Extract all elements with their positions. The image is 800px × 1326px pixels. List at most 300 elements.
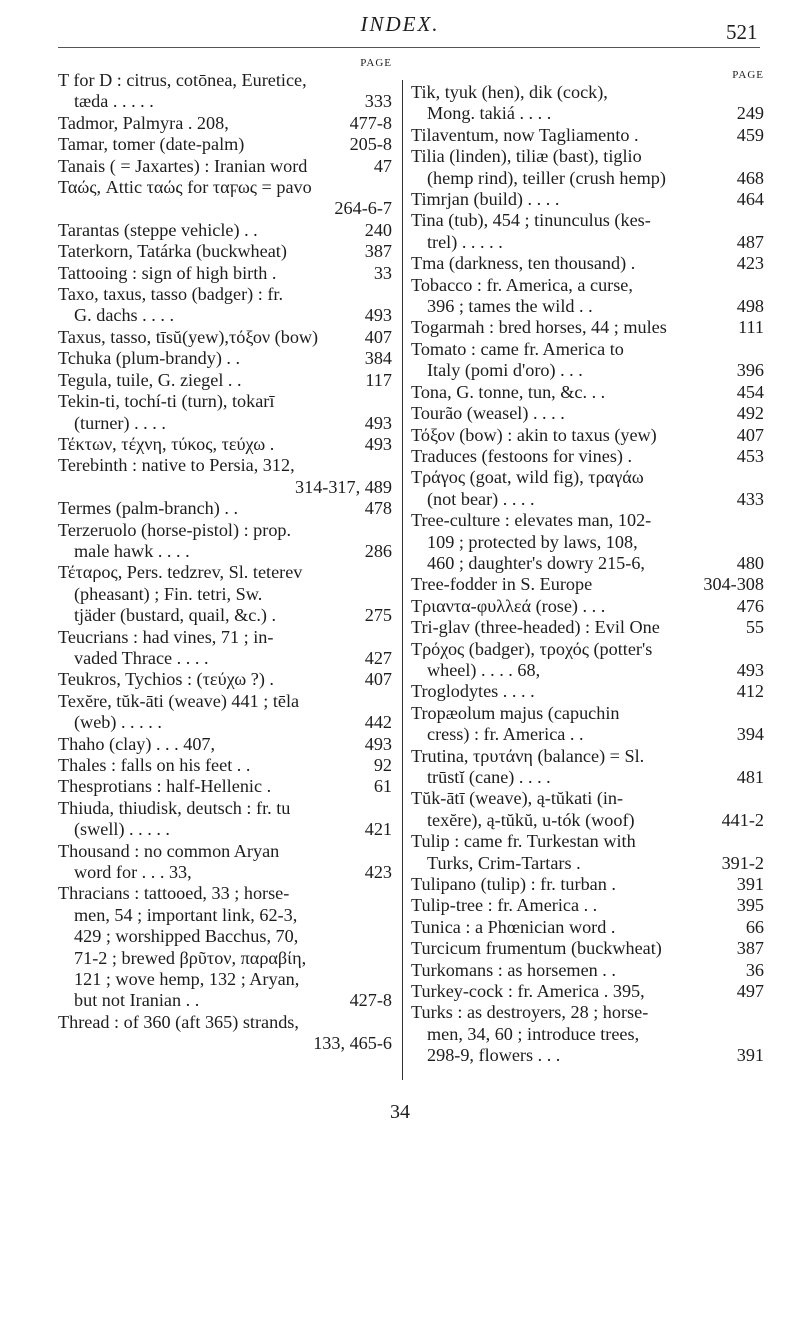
index-entry	[411, 339, 764, 382]
entry-line	[58, 627, 392, 648]
entry-text: Taterkorn, Tatárka (buckwheat)	[58, 241, 287, 262]
page-ref: 133, 465-6	[313, 1033, 392, 1054]
entry-text: Tattooing : sign of high birth .	[58, 262, 277, 283]
index-entry	[411, 146, 764, 189]
page-ref: 453	[736, 445, 764, 466]
entry-text: Turks : as destroyers, 28 ; horse-	[411, 1002, 649, 1023]
entry-line	[411, 981, 764, 1002]
entry-text: Ταώς, Attic ταώς for ταϝως = pavo	[58, 177, 312, 198]
page-ref: 423	[364, 862, 392, 883]
index-entry	[411, 317, 764, 338]
page-ref: 33	[373, 262, 392, 283]
entry-line	[411, 1045, 764, 1066]
page-ref: 66	[745, 916, 764, 937]
page-ref: 493	[364, 433, 392, 454]
index-entry	[411, 703, 764, 746]
index-entry	[58, 263, 392, 284]
entry-text: Tanais ( = Jaxartes) : Iranian word	[58, 155, 308, 176]
entry-line	[58, 1012, 392, 1033]
page-ref: 492	[736, 403, 764, 424]
entry-text: 71-2 ; brewed βρῦτον, παραβίη,	[74, 947, 307, 968]
entry-line	[411, 703, 764, 724]
entry-line	[411, 1024, 764, 1045]
running-head: INDEX.	[360, 12, 440, 36]
entry-line	[411, 617, 764, 638]
entry-text: Τέταρος, Pers. tedzrev, Sl. teterev	[58, 562, 303, 583]
page-ref: 427-8	[349, 990, 392, 1011]
entry-text: trel) . . . . .	[427, 231, 503, 252]
entry-text: 298-9, flowers . . .	[427, 1045, 561, 1066]
entry-line	[58, 862, 392, 883]
entry-text: Tomato : came fr. America to	[411, 338, 624, 359]
entry-line	[411, 767, 764, 788]
entry-line	[411, 532, 764, 553]
entry-line	[58, 1033, 392, 1054]
page-ref: 497	[736, 981, 764, 1002]
entry-text: Tik, tyuk (hen), dik (cock),	[411, 82, 608, 102]
entry-line	[58, 883, 392, 904]
page-ref: 442	[364, 712, 392, 733]
index-entry	[411, 189, 764, 210]
page-ref: 493	[364, 412, 392, 433]
index-entry	[58, 434, 392, 455]
entry-text: (not bear) . . . .	[427, 488, 535, 509]
index-entry	[58, 370, 392, 391]
entry-line	[58, 177, 392, 198]
index-entry	[58, 776, 392, 797]
right-column	[411, 68, 764, 1067]
entry-line	[411, 382, 764, 403]
entry-line	[411, 681, 764, 702]
index-entry	[58, 113, 392, 134]
entry-line	[58, 391, 392, 412]
index-entry	[411, 639, 764, 682]
index-entry	[411, 403, 764, 424]
entry-text: (swell) . . . . .	[74, 819, 170, 840]
index-entry	[58, 241, 392, 262]
page-ref: 396	[736, 360, 764, 381]
entry-text: texĕre), ą-tŭkŭ, u-tók (woof)	[427, 809, 635, 830]
entry-line	[58, 284, 392, 305]
entry-text: Τριαντα-φυλλεά (rose) . . .	[411, 595, 606, 616]
entry-text: Tilaventum, now Tagliamento .	[411, 124, 639, 145]
page-ref: 478	[364, 498, 392, 519]
page-ref: 111	[738, 317, 764, 338]
entry-text: Tobacco : fr. America, a curse,	[411, 274, 633, 295]
page-ref: 487	[736, 231, 764, 252]
entry-line	[58, 520, 392, 541]
entry-line	[58, 477, 392, 498]
entry-line	[58, 648, 392, 669]
entry-line	[58, 969, 392, 990]
entry-text: Tarantas (steppe vehicle) . .	[58, 219, 258, 240]
entry-text: Teukros, Tychios : (τεύχω ?) .	[58, 669, 274, 690]
entry-line	[58, 798, 392, 819]
entry-line	[411, 146, 764, 167]
entry-line	[411, 82, 764, 103]
index-entry	[411, 125, 764, 146]
index-entry	[58, 734, 392, 755]
page-ref: 36	[745, 959, 764, 980]
entry-line	[411, 275, 764, 296]
entry-line	[58, 712, 392, 733]
page-ref: 412	[736, 681, 764, 702]
entry-text: male hawk . . . .	[74, 540, 190, 561]
index-entry	[411, 467, 764, 510]
index-entry	[58, 327, 392, 348]
entry-text: Thiuda, thiudisk, deutsch : fr. tu	[58, 797, 291, 818]
entry-line	[58, 327, 392, 348]
index-entry	[411, 874, 764, 895]
entry-text: Taxus, tasso, tīsŭ(yew),τόξον (bow)	[58, 326, 319, 347]
entry-line	[58, 948, 392, 969]
entry-line	[411, 553, 764, 574]
entry-text: Thales : falls on his feet . .	[58, 755, 251, 775]
entry-text: Tadmor, Palmyra . 208,	[58, 112, 229, 133]
entry-line	[58, 562, 392, 583]
entry-line	[58, 434, 392, 455]
entry-line	[411, 296, 764, 317]
entry-text: Τρόχος (badger), τροχός (potter's	[411, 638, 653, 659]
index-entry	[411, 82, 764, 125]
entry-line	[411, 596, 764, 617]
index-entry	[58, 669, 392, 690]
page-ref: 249	[736, 103, 764, 124]
entry-line	[58, 413, 392, 434]
entry-line	[58, 776, 392, 797]
entry-line	[411, 210, 764, 231]
page-ref: 454	[736, 381, 764, 402]
entry-line	[58, 134, 392, 155]
index-entry	[411, 210, 764, 253]
page-ref: 427	[364, 647, 392, 668]
index-entry	[411, 446, 764, 467]
signature-number: 34	[390, 1101, 410, 1123]
entry-line	[411, 639, 764, 660]
entry-text: word for . . . 33,	[74, 862, 192, 883]
page-ref: 459	[736, 124, 764, 145]
index-entry	[58, 455, 392, 498]
index-entry	[58, 798, 392, 841]
page-ref: 391	[736, 874, 764, 895]
index-entry	[411, 831, 764, 874]
entry-line	[411, 425, 764, 446]
index-entry	[58, 391, 392, 434]
entry-line	[411, 724, 764, 745]
index-entry	[411, 425, 764, 446]
entry-text: men, 54 ; important link, 62-3,	[74, 904, 298, 925]
page-ref: 240	[364, 219, 392, 240]
entry-text: Tma (darkness, ten thousand) .	[411, 253, 636, 274]
entry-line	[411, 917, 764, 938]
entry-line	[411, 895, 764, 916]
entry-line	[58, 305, 392, 326]
page-ref: 61	[373, 776, 392, 797]
page-ref: 264-6-7	[334, 198, 392, 219]
entry-line	[58, 584, 392, 605]
entry-text: (pheasant) ; Fin. tetri, Sw.	[74, 583, 263, 604]
entry-text: Tunica : a Phœnician word .	[411, 916, 616, 937]
entry-text: 109 ; protected by laws, 108,	[427, 531, 638, 552]
entry-line	[411, 253, 764, 274]
entry-text: Tamar, tomer (date-palm)	[58, 134, 245, 155]
entry-text: Teucrians : had vines, 71 ; in-	[58, 626, 274, 647]
entry-text: Troglodytes . . . .	[411, 681, 535, 702]
page-ref: 464	[736, 189, 764, 210]
entry-line	[411, 232, 764, 253]
entry-text: 121 ; wove hemp, 132 ; Aryan,	[74, 969, 300, 990]
entry-line	[411, 853, 764, 874]
entry-line	[411, 746, 764, 767]
entry-line	[411, 125, 764, 146]
entry-line	[58, 91, 392, 112]
entry-text: Tri-glav (three-headed) : Evil One	[411, 617, 660, 638]
page-ref: 468	[736, 167, 764, 188]
index-entry	[411, 788, 764, 831]
page-ref: 391-2	[721, 852, 764, 873]
index-entry	[58, 627, 392, 670]
page-ref: 395	[736, 895, 764, 916]
index-entry	[411, 253, 764, 274]
entry-line	[58, 156, 392, 177]
entry-text: Tulip-tree : fr. America . .	[411, 895, 598, 916]
entry-text: Terzeruolo (horse-pistol) : prop.	[58, 519, 292, 540]
page-ref: 286	[364, 540, 392, 561]
entry-line	[58, 263, 392, 284]
entry-line	[58, 113, 392, 134]
index-entry	[58, 498, 392, 519]
entry-text: T for D : citrus, cotōnea, Euretice,	[58, 70, 307, 90]
page-ref: 391	[736, 1045, 764, 1066]
page-ref: 394	[736, 724, 764, 745]
page-ref: 421	[364, 819, 392, 840]
entry-line	[411, 960, 764, 981]
entry-text: Tulipano (tulip) : fr. turban .	[411, 874, 616, 895]
entry-line	[58, 755, 392, 776]
page-ref: 275	[364, 605, 392, 626]
column-divider	[402, 80, 403, 1080]
page-ref: 117	[365, 369, 392, 390]
entry-text: Togarmah : bred horses, 44 ; mules	[411, 317, 667, 338]
page-ref: 441-2	[721, 809, 764, 830]
index-entry	[58, 562, 392, 626]
index-entry	[411, 681, 764, 702]
entry-text: trūstĭ (cane) . . . .	[427, 767, 551, 787]
index-entry	[411, 917, 764, 938]
entry-text: Tulip : came fr. Turkestan with	[411, 831, 636, 852]
entry-text: Tropæolum majus (capuchin	[411, 702, 620, 723]
entry-text: tjäder (bustard, quail, &c.) .	[74, 605, 277, 626]
entry-line	[58, 669, 392, 690]
page-ref: 304-308	[703, 574, 764, 595]
right-page-label: PAGE	[732, 69, 764, 81]
page-ref: 407	[364, 669, 392, 690]
header-rule	[58, 47, 760, 48]
entry-text: cress) : fr. America . .	[427, 724, 584, 745]
page-ref: 205-8	[349, 134, 392, 155]
index-entry	[411, 895, 764, 916]
index-entry	[58, 520, 392, 563]
index-entry	[58, 883, 392, 1011]
page-number: 521	[726, 20, 758, 44]
entry-text: Turks, Crim-Tartars .	[427, 852, 581, 873]
index-entry	[58, 220, 392, 241]
index-entry	[58, 156, 392, 177]
index-entry	[411, 574, 764, 595]
entry-text: tæda . . . . .	[74, 91, 154, 112]
entry-text: Thaho (clay) . . . 407,	[58, 733, 216, 754]
index-entry	[58, 755, 392, 776]
entry-line	[58, 734, 392, 755]
entry-text: Texĕre, tŭk-āti (weave) 441 ; tēla	[58, 690, 300, 711]
entry-line	[58, 990, 392, 1011]
entry-text: 396 ; tames the wild . .	[427, 296, 593, 317]
entry-line	[411, 317, 764, 338]
entry-text: Tona, G. tonne, tun, &c. . .	[411, 381, 606, 402]
page-ref: 387	[736, 938, 764, 959]
entry-line	[411, 510, 764, 531]
entry-text: Turcicum frumentum (buckwheat)	[411, 938, 662, 959]
entry-line	[411, 339, 764, 360]
entry-text: (web) . . . . .	[74, 712, 162, 733]
index-entry	[411, 938, 764, 959]
entry-line	[58, 455, 392, 476]
index-entry	[58, 348, 392, 369]
entry-text: (hemp rind), teiller (crush hemp)	[427, 167, 666, 188]
page-ref: 92	[373, 755, 392, 775]
entry-line	[411, 660, 764, 681]
entry-text: but not Iranian . .	[74, 990, 200, 1011]
entry-text: Turkomans : as horsemen . .	[411, 959, 616, 980]
entry-line	[58, 541, 392, 562]
page-ref: 498	[736, 296, 764, 317]
index-entry	[411, 1002, 764, 1066]
entry-text: 460 ; daughter's dowry 215-6,	[427, 552, 645, 573]
entry-text: vaded Thrace . . . .	[74, 647, 209, 668]
entry-line	[411, 574, 764, 595]
entry-line	[58, 819, 392, 840]
entry-line	[58, 220, 392, 241]
page-ref: 47	[373, 155, 392, 176]
entry-text: Mong. takiá . . . .	[427, 103, 552, 124]
index-entry	[58, 134, 392, 155]
entry-line	[411, 831, 764, 852]
index-entry	[411, 981, 764, 1002]
page-ref: 407	[736, 424, 764, 445]
entry-text: Tourão (weasel) . . . .	[411, 403, 565, 424]
entry-text: Tree-culture : elevates man, 102-	[411, 510, 652, 531]
entry-text: Tekin-ti, tochí-ti (turn), tokarī	[58, 391, 275, 412]
index-entry	[58, 177, 392, 220]
entry-text: Thousand : no common Aryan	[58, 840, 280, 861]
entry-text: Tegula, tuile, G. ziegel . .	[58, 369, 242, 390]
left-entries	[58, 70, 392, 1055]
entry-line	[411, 403, 764, 424]
page-ref: 493	[736, 659, 764, 680]
entry-line	[58, 926, 392, 947]
entry-text: 429 ; worshipped Bacchus, 70,	[74, 926, 299, 947]
entry-line	[411, 360, 764, 381]
entry-line	[58, 905, 392, 926]
entry-line	[58, 498, 392, 519]
entry-line	[411, 489, 764, 510]
entry-text: Tilia (linden), tiliæ (bast), tiglio	[411, 146, 642, 167]
entry-text: Traduces (festoons for vines) .	[411, 445, 633, 466]
index-entry	[58, 691, 392, 734]
index-entry	[58, 70, 392, 113]
page-ref: 481	[736, 767, 764, 787]
entry-line	[411, 103, 764, 124]
entry-text: G. dachs . . . .	[74, 305, 175, 326]
index-entry	[58, 1012, 392, 1055]
entry-text: Thread : of 360 (aft 365) strands,	[58, 1011, 299, 1032]
page-ref: 384	[364, 348, 392, 369]
index-entry	[58, 841, 392, 884]
entry-text: Tree-fodder in S. Europe	[411, 574, 593, 595]
entry-text: Thracians : tattooed, 33 ; horse-	[58, 883, 290, 904]
entry-text: Τράγος (goat, wild fig), τραγάω	[411, 467, 644, 488]
entry-line	[58, 841, 392, 862]
entry-line	[58, 605, 392, 626]
index-entry	[58, 284, 392, 327]
entry-text: wheel) . . . . 68,	[427, 659, 541, 680]
entry-text: Timrjan (build) . . . .	[411, 189, 560, 210]
index-entry	[411, 510, 764, 574]
entry-line	[411, 189, 764, 210]
entry-line	[58, 198, 392, 219]
entry-line	[411, 938, 764, 959]
entry-text: Tchuka (plum-brandy) . .	[58, 348, 241, 369]
left-page-label: PAGE	[360, 57, 392, 69]
left-column	[58, 56, 392, 1055]
page-ref: 55	[745, 617, 764, 638]
index-entry	[411, 382, 764, 403]
entry-text: Τέκτων, τέχνη, τύκος, τεύχω .	[58, 433, 275, 454]
entry-line	[411, 1002, 764, 1023]
entry-line	[58, 370, 392, 391]
index-entry	[411, 746, 764, 789]
entry-text: Termes (palm-branch) . .	[58, 498, 239, 519]
entry-line	[411, 874, 764, 895]
entry-text: Τόξον (bow) : akin to taxus (yew)	[411, 424, 657, 445]
entry-line	[58, 241, 392, 262]
entry-line	[58, 348, 392, 369]
index-entry	[411, 960, 764, 981]
entry-text: Italy (pomi d'oro) . . .	[427, 360, 583, 381]
entry-line	[411, 168, 764, 189]
entry-line	[58, 70, 392, 91]
page-ref: 493	[364, 733, 392, 754]
entry-line	[411, 446, 764, 467]
entry-text: Terebinth : native to Persia, 312,	[58, 455, 295, 476]
page-ref: 423	[736, 253, 764, 274]
entry-line	[58, 691, 392, 712]
index-entry	[411, 617, 764, 638]
page-ref: 477-8	[349, 112, 392, 133]
page-ref: 314-317, 489	[295, 476, 392, 497]
entry-text: men, 34, 60 ; introduce trees,	[427, 1023, 640, 1044]
entry-line	[411, 788, 764, 809]
entry-text: Tina (tub), 454 ; tinunculus (kes-	[411, 210, 651, 231]
entry-text: Thesprotians : half-Hellenic .	[58, 776, 272, 797]
page-ref: 493	[364, 305, 392, 326]
entry-text: Tŭk-ātī (weave), ą-tŭkati (in-	[411, 788, 624, 809]
entry-line	[411, 467, 764, 488]
page-ref: 387	[364, 241, 392, 262]
page-ref: 433	[736, 488, 764, 509]
entry-text: (turner) . . . .	[74, 412, 166, 433]
entry-text: Trutina, τρυτάνη (balance) = Sl.	[411, 745, 645, 766]
